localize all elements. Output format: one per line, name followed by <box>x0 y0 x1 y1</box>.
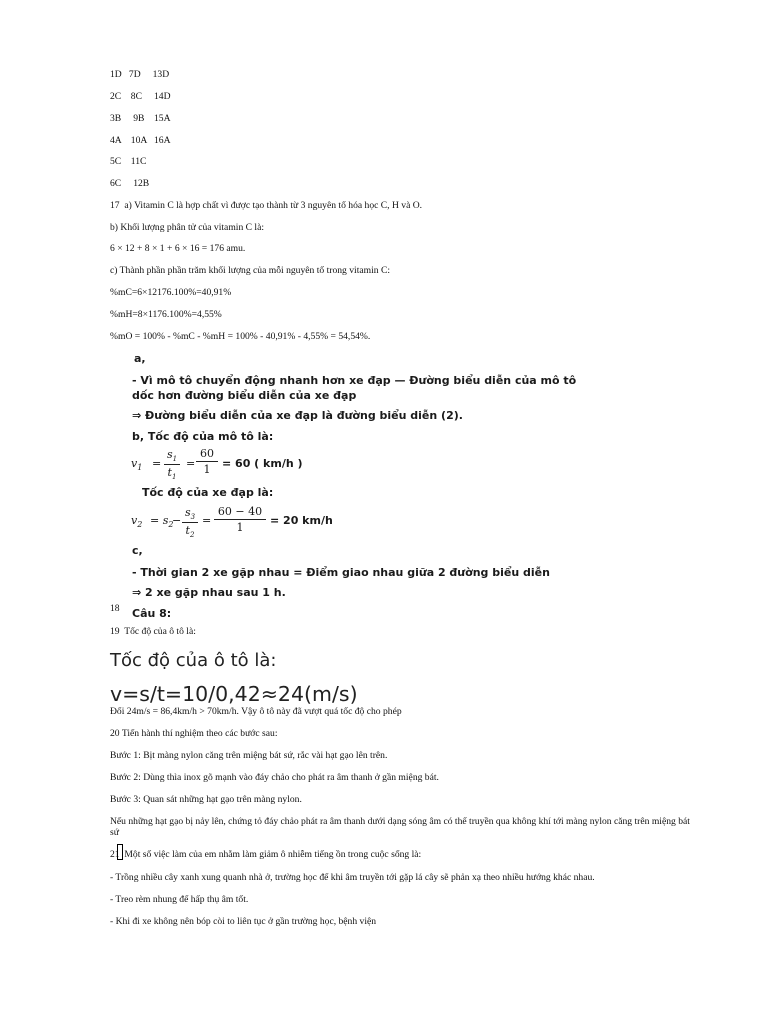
q18-c-line2: ⇒ 2 xe gặp nhau sau 1 h. <box>132 586 286 599</box>
q20-step1: Bước 1: Bịt màng nylon căng trên miệng bát sứ, rắc vài hạt gạo lên trên. <box>110 750 388 761</box>
answer-row: 5C 11C <box>110 156 147 167</box>
q20-conclusion: Nếu những hạt gạo bị nảy lên, chứng tỏ đáy chảo phát ra âm thanh dưới dạng sóng âm có thể truyền qua không khí tới màng nylon căng trên miệng bát sứ <box>110 816 690 838</box>
equals-sign: = <box>186 457 196 470</box>
equals-sign: = <box>202 514 212 527</box>
q17-a: 17 a) Vitamin C là hợp chất vì được tạo thành từ 3 nguyên tố hóa học C, H và O. <box>110 200 423 211</box>
q18-c-line1: - Thời gian 2 xe gặp nhau = Điểm giao nhau giữa 2 đường biểu diễn <box>132 566 550 579</box>
q19-big-formula: v=s/t=10/0,42≈24(m/s) <box>110 682 358 706</box>
q17-c-title: c) Thành phần phần trăm khối lượng của mỗi nguyên tố trong vitamin C: <box>110 265 391 276</box>
answer-row: 6C 12B <box>110 178 150 189</box>
q17-c-mh: %mH=8×1176.100%=4,55% <box>110 309 222 320</box>
answer-row: 1D 7D 13D <box>110 69 170 80</box>
answer-row: 4A 10A 16A <box>110 135 171 146</box>
text-cursor-box <box>117 844 123 860</box>
v1-fraction: 60 1 <box>196 447 218 476</box>
equals-sign: = <box>152 457 162 470</box>
q17-b-calc: 6 × 12 + 8 × 1 + 6 × 16 = 176 amu. <box>110 243 246 254</box>
v2-result: = 20 km/h <box>270 514 333 527</box>
q21-item2: - Treo rèm nhung để hấp thụ âm tốt. <box>110 894 249 905</box>
s3-over-t2: $s_3$ $t_2$ <box>182 506 198 539</box>
answer-row: 2C 8C 14D <box>110 91 171 102</box>
q18-a-label: a, <box>134 352 146 365</box>
q19-title: 19 Tốc độ của ô tô là: <box>110 626 196 637</box>
minus-sign: − <box>172 514 182 527</box>
s1-over-t1: $s_1$ $t_1$ <box>164 448 180 481</box>
answer-row: 3B 9B 15A <box>110 113 171 124</box>
v1-symbol: $v_1$ <box>131 457 143 473</box>
q21-item3: - Khi đi xe không nên bóp còi to liên tục ở gần trường học, bệnh viện <box>110 916 377 927</box>
q21-title: 21 Một số việc làm của em nhằm làm giảm ô nhiễm tiếng ồn trong cuộc sống là: <box>110 849 422 860</box>
v2-symbol: $v_2$ <box>131 514 143 530</box>
q21-item1: - Trồng nhiều cây xanh xung quanh nhà ở, trường học để khi âm truyền tới gặp lá cây sẽ phản xạ theo nhiều hướng khác nhau. <box>110 872 595 883</box>
q18-a-line1: - Vì mô tô chuyển động nhanh hơn xe đạp — Đường biểu diễn của mô tô <box>132 374 577 387</box>
q17-c-mo: %mO = 100% - %mC - %mH = 100% - 40,91% - 4,55% = 54,54%. <box>110 331 371 342</box>
q17-c-mc: %mC=6×12176.100%=40,91% <box>110 287 232 298</box>
q18-number: 18 <box>110 603 120 614</box>
q18-b-label: b, Tốc độ của mô tô là: <box>132 430 274 443</box>
bike-speed-label: Tốc độ của xe đạp là: <box>142 486 274 499</box>
q19-conclusion: Đổi 24m/s = 86,4km/h > 70km/h. Vậy ô tô này đã vượt quá tốc độ cho phép <box>110 706 402 717</box>
q18-solution-image <box>128 348 577 620</box>
q18-cutoff-text: Câu 8: <box>132 607 172 620</box>
q18-a-line2: dốc hơn đường biểu diễn của xe đạp <box>132 389 357 402</box>
v1-result: = 60 ( km/h ) <box>222 457 303 470</box>
v2-fraction: 60 − 40 1 <box>214 505 266 534</box>
v2-mid: = $s_2$ <box>150 514 174 530</box>
q17-b-title: b) Khối lượng phân tử của vitamin C là: <box>110 222 265 233</box>
q19-big-title: Tốc độ của ô tô là: <box>110 650 277 671</box>
q20-step3: Bước 3: Quan sát những hạt gạo trên màng nylon. <box>110 794 302 805</box>
q18-a-line3: ⇒ Đường biểu diễn của xe đạp là đường biểu diễn (2). <box>132 409 463 422</box>
q18-c-label: c, <box>132 544 143 557</box>
q20-title: 20 Tiến hành thí nghiệm theo các bước sau: <box>110 728 278 739</box>
q20-step2: Bước 2: Dùng thìa inox gõ mạnh vào đáy chảo cho phát ra âm thanh ở gần miệng bát. <box>110 772 439 783</box>
